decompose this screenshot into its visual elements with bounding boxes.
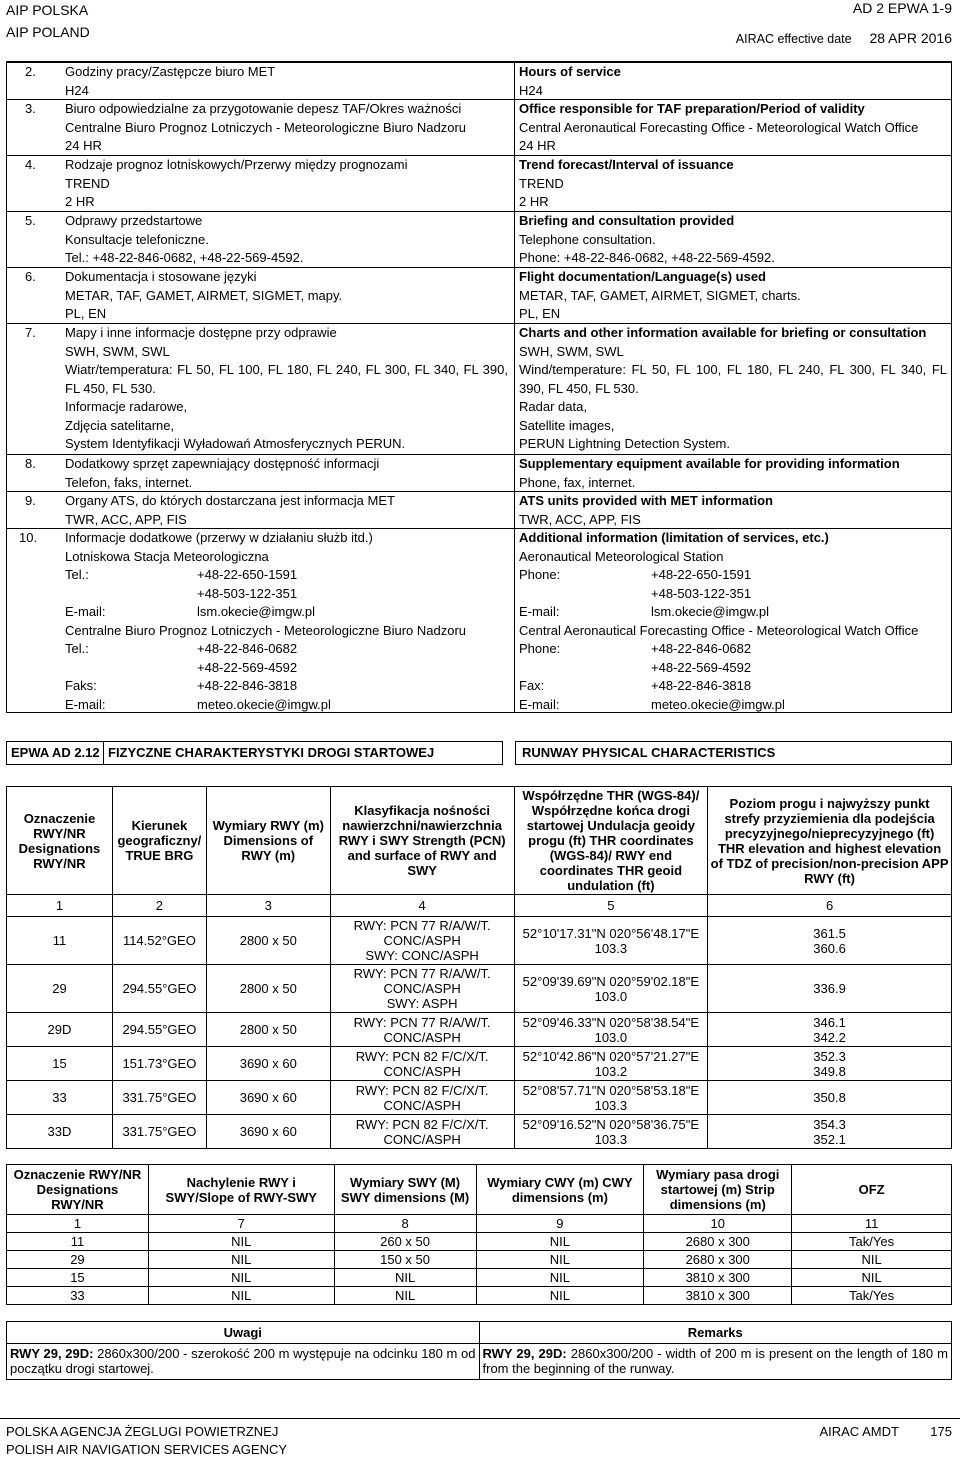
table-cell: NIL — [334, 1287, 476, 1305]
met-row-pl: Mapy i inne informacje dostępne przy odprawie SWH, SWM, SWL Wiatr/temperatura: FL 50, FL 100, FL 180, FL 240, FL 300, FL 340, FL 390, FL 450, FL 530. Informacje radarowe, Zdjęcia satelitarne, System Identyfikacji Wyładowań Atmosferycznych PERUN. — [65, 325, 508, 451]
table-cell: 354.3 352.1 — [708, 1115, 952, 1149]
table-row — [7, 1287, 952, 1305]
table-cell: 336.9 — [708, 965, 952, 1013]
table-cell: NIL — [792, 1251, 952, 1269]
amdt-number: 175 — [930, 1424, 952, 1439]
table-cell: 2800 x 50 — [206, 1013, 330, 1047]
met-row-3 — [7, 99, 951, 155]
column-number-row — [7, 895, 952, 917]
row-number: 7. — [25, 325, 36, 340]
table-cell: 260 x 50 — [334, 1233, 476, 1251]
table-cell: NIL — [476, 1251, 644, 1269]
met-row-pl: Godziny pracy/Zastępcze biuro MET H24 — [65, 64, 276, 98]
table-cell: 52°10'42.86"N 020°57'21.27"E 103.2 — [514, 1047, 708, 1081]
met-row-2 — [7, 62, 951, 99]
met-row-en: Additional information (limitation of services, etc.) Aeronautical Meteorological Station Phone: +48-22-650-1591 +48-503-122-351 E-mail: lsm.okecie@imgw.pl Central Aeronautical Forecasting Office - Meteorological Watch Office Phone: +48-22-846-0682 +48-22-569-4592 Fax: +48-22-846-3818 E-mail: meteo.okecie@imgw.pl — [519, 530, 919, 712]
met-row-5 — [7, 211, 951, 267]
column-header: Poziom progu i najwyższy punkt strefy przyziemienia dla podejścia precyzyjnego/nieprecyzyjnego (ft) THR elevation and highest elevation of TDZ of precision/non-precision APP RWY (ft) — [708, 787, 952, 895]
column-header: Wymiary pasa drogi startowej (m) Strip dimensions (m) — [644, 1165, 792, 1215]
table-cell: 294.55°GEO — [112, 965, 206, 1013]
table-cell: 3810 x 300 — [644, 1287, 792, 1305]
table-cell: 15 — [7, 1047, 113, 1081]
column-header: Klasyfikacja nośności nawierzchni/nawierzchnia RWY i SWY Strength (PCN) and surface of RWY and SWY — [330, 787, 514, 895]
table-cell: 29 — [7, 1251, 149, 1269]
row-number: 4. — [25, 157, 36, 172]
met-row-en: Briefing and consultation provided Telephone consultation. Phone: +48-22-846-0682, +48-22-569-4592. — [519, 213, 775, 265]
row-number: 10. — [19, 530, 38, 545]
row-number: 8. — [25, 456, 36, 471]
table-cell: NIL — [148, 1269, 334, 1287]
met-row-8 — [7, 454, 951, 491]
table-cell: 350.8 — [708, 1081, 952, 1115]
table-cell: Tak/Yes — [792, 1233, 952, 1251]
rwy-characteristics-table — [6, 786, 952, 1149]
page-ref: AD 2 EPWA 1-9 — [852, 0, 952, 16]
table-cell: 2680 x 300 — [644, 1251, 792, 1269]
table-cell: 15 — [7, 1269, 149, 1287]
table-row — [7, 1047, 952, 1081]
section-title-en: RUNWAY PHYSICAL CHARACTERISTICS — [522, 745, 776, 760]
section-title-pl: FIZYCZNE CHARAKTERYSTYKI DROGI STARTOWEJ — [108, 745, 435, 760]
met-row-6 — [7, 267, 951, 323]
met-row-en: Supplementary equipment available for providing information Phone, fax, internet. — [519, 456, 900, 490]
table-row — [7, 1013, 952, 1047]
column-header: Oznaczenie RWY/NR Designations RWY/NR — [7, 1165, 149, 1215]
table-cell: NIL — [476, 1269, 644, 1287]
column-number: 5 — [514, 895, 708, 917]
table-cell: RWY: PCN 82 F/C/X/T. CONC/ASPH — [330, 1081, 514, 1115]
table-cell: Tak/Yes — [792, 1287, 952, 1305]
met-row-7 — [7, 323, 951, 454]
column-number: 2 — [112, 895, 206, 917]
column-number: 3 — [206, 895, 330, 917]
column-header: Wymiary CWY (m) CWY dimensions (m) — [476, 1165, 644, 1215]
column-header: Wymiary SWY (M) SWY dimensions (M) — [334, 1165, 476, 1215]
table-cell: RWY: PCN 82 F/C/X/T. CONC/ASPH — [330, 1047, 514, 1081]
column-number: 10 — [644, 1215, 792, 1233]
column-number: 11 — [792, 1215, 952, 1233]
table-row — [7, 965, 952, 1013]
met-row-en: Charts and other information available for briefing or consultation SWH, SWM, SWL Wind/temperature: FL 50, FL 100, FL 180, FL 240, FL 300, FL 340, FL 390, FL 450, FL 530. Radar data, Satellite images, PERUN Lightning Detection System. — [519, 325, 947, 451]
column-header: Oznaczenie RWY/NR Designations RWY/NR — [7, 787, 113, 895]
met-row-en: Trend forecast/Interval of issuance TREND 2 HR — [519, 157, 734, 209]
remarks-header-pl: Uwagi — [7, 1322, 480, 1344]
table-header-row — [7, 1165, 952, 1215]
met-row-4 — [7, 155, 951, 211]
row-number: 5. — [25, 213, 36, 228]
column-header: OFZ — [792, 1165, 952, 1215]
table-row — [7, 1115, 952, 1149]
row-number: 6. — [25, 269, 36, 284]
table-cell: 3690 x 60 — [206, 1081, 330, 1115]
footer-agency-pl: POLSKA AGENCJA ŻEGLUGI POWIETRZNEJ — [6, 1424, 279, 1439]
met-row-9 — [7, 491, 951, 528]
amdt-label: AIRAC AMDT — [819, 1424, 899, 1439]
met-row-en: Flight documentation/Language(s) used METAR, TAF, GAMET, AIRMET, SIGMET, charts. PL, EN — [519, 269, 801, 321]
table-cell: NIL — [792, 1269, 952, 1287]
table-header-row — [7, 787, 952, 895]
table-cell: 3810 x 300 — [644, 1269, 792, 1287]
column-number: 1 — [7, 895, 113, 917]
section-title — [6, 741, 952, 765]
airac-date: 28 APR 2016 — [869, 30, 952, 46]
table-cell: NIL — [334, 1269, 476, 1287]
table-cell: 52°10'17.31"N 020°56'48.17"E 103.3 — [514, 917, 708, 965]
header-left-pl: AIP POLSKA — [6, 2, 89, 18]
met-row-10 — [7, 528, 951, 713]
table-cell: 361.5 360.6 — [708, 917, 952, 965]
table-row — [7, 917, 952, 965]
column-header: Nachylenie RWY i SWY/Slope of RWY-SWY — [148, 1165, 334, 1215]
table-cell: 33 — [7, 1081, 113, 1115]
table-cell: 29 — [7, 965, 113, 1013]
table-cell: 3690 x 60 — [206, 1047, 330, 1081]
table-row — [7, 1233, 952, 1251]
column-number: 9 — [476, 1215, 644, 1233]
section-title-pl-box — [6, 741, 503, 765]
table-cell: 2680 x 300 — [644, 1233, 792, 1251]
remarks-pl: RWY 29, 29D: 2860x300/200 - szerokość 200 m występuje na odcinku 180 m od początku drogi startowej. — [7, 1344, 480, 1380]
column-number: 4 — [330, 895, 514, 917]
table-cell: 346.1 342.2 — [708, 1013, 952, 1047]
met-row-pl: Biuro odpowiedzialne za przygotowanie depesz TAF/Okres ważności Centralne Biuro Prognoz Lotniczych - Meteorologiczne Biuro Nadzoru 24 HR — [65, 101, 467, 153]
table-cell: 11 — [7, 917, 113, 965]
met-row-pl: Organy ATS, do których dostarczana jest informacja MET TWR, ACC, APP, FIS — [65, 493, 395, 527]
column-header: Wymiary RWY (m) Dimensions of RWY (m) — [206, 787, 330, 895]
met-row-pl: Odprawy przedstartowe Konsultacje telefoniczne. Tel.: +48-22-846-0682, +48-22-569-4592. — [65, 213, 304, 265]
table-cell: RWY: PCN 77 R/A/W/T. CONC/ASPH SWY: ASPH — [330, 965, 514, 1013]
column-header: Współrzędne THR (WGS-84)/ Współrzędne końca drogi startowej Undulacja geoidy progu (ft) THR coordinates (WGS-84)/ RWY end coordinates THR geoid undulation (ft) — [514, 787, 708, 895]
met-row-en: Office responsible for TAF preparation/Period of validity Central Aeronautical Forecasting Office - Meteorological Watch Office 24 HR — [519, 101, 919, 153]
met-row-pl: Rodzaje prognoz lotniskowych/Przerwy między prognozami TREND 2 HR — [65, 157, 408, 209]
table-cell: NIL — [148, 1251, 334, 1269]
table-cell: 52°09'39.69"N 020°59'02.18"E 103.0 — [514, 965, 708, 1013]
table-cell: 352.3 349.8 — [708, 1047, 952, 1081]
table-cell: 150 x 50 — [334, 1251, 476, 1269]
header-left-en: AIP POLAND — [6, 24, 90, 40]
table-cell: 52°08'57.71"N 020°58'53.18"E 103.3 — [514, 1081, 708, 1115]
row-number: 3. — [25, 101, 36, 116]
table-cell: NIL — [148, 1233, 334, 1251]
row-number: 9. — [25, 493, 36, 508]
column-number: 1 — [7, 1215, 149, 1233]
table-cell: 151.73°GEO — [112, 1047, 206, 1081]
table-cell: RWY: PCN 82 F/C/X/T. CONC/ASPH — [330, 1115, 514, 1149]
remarks-en: RWY 29, 29D: 2860x300/200 - width of 200 m is present on the length of 180 m from the beginning of the runway. — [479, 1344, 952, 1380]
table-cell: RWY: PCN 77 R/A/W/T. CONC/ASPH — [330, 1013, 514, 1047]
met-row-pl: Dokumentacja i stosowane języki METAR, TAF, GAMET, AIRMET, SIGMET, mapy. PL, EN — [65, 269, 343, 321]
footer-agency-en: POLISH AIR NAVIGATION SERVICES AGENCY — [6, 1442, 288, 1457]
column-number: 8 — [334, 1215, 476, 1233]
table-cell: 3690 x 60 — [206, 1115, 330, 1149]
met-row-en: Hours of service H24 — [519, 64, 621, 98]
section-code: EPWA AD 2.12 — [11, 745, 100, 760]
table-cell: NIL — [148, 1287, 334, 1305]
footer-divider — [0, 1418, 960, 1419]
table-cell: 294.55°GEO — [112, 1013, 206, 1047]
airac-label: AIRAC effective date — [735, 32, 852, 46]
remarks-table — [6, 1321, 952, 1380]
table-cell: 114.52°GEO — [112, 917, 206, 965]
table-cell: 11 — [7, 1233, 149, 1251]
section-title-en-box — [515, 741, 952, 765]
table-cell: 52°09'16.52"N 020°58'36.75"E 103.3 — [514, 1115, 708, 1149]
header-date-line — [736, 30, 952, 46]
table-cell: 2800 x 50 — [206, 965, 330, 1013]
table-cell: 331.75°GEO — [112, 1081, 206, 1115]
row-number: 2. — [25, 64, 36, 79]
column-number-row — [7, 1215, 952, 1233]
table-cell: 33 — [7, 1287, 149, 1305]
table-row — [7, 1081, 952, 1115]
footer-amdt — [819, 1424, 952, 1439]
met-row-en: ATS units provided with MET information TWR, ACC, APP, FIS — [519, 493, 773, 527]
remarks-header-en: Remarks — [479, 1322, 952, 1344]
met-row-pl: Informacje dodatkowe (przerwy w działaniu służb itd.) Lotniskowa Stacja Meteorologiczna Tel.: +48-22-650-1591 +48-503-122-351 E-mail: lsm.okecie@imgw.pl Centralne Biuro Prognoz Lotniczych - Meteorologiczne Biuro Nadzoru Tel.: +48-22-846-0682 +48-22-569-4592 Faks: +48-22-846-3818 E-mail: meteo.okecie@imgw.pl — [65, 530, 467, 712]
met-table — [6, 61, 952, 713]
table-cell: RWY: PCN 77 R/A/W/T. CONC/ASPH SWY: CONC/ASPH — [330, 917, 514, 965]
table-cell: NIL — [476, 1233, 644, 1251]
swy-cwy-table — [6, 1164, 952, 1305]
column-number: 6 — [708, 895, 952, 917]
table-cell: 331.75°GEO — [112, 1115, 206, 1149]
table-row — [7, 1269, 952, 1287]
met-row-pl: Dodatkowy sprzęt zapewniający dostępność informacji Telefon, faks, internet. — [65, 456, 380, 490]
column-number: 7 — [148, 1215, 334, 1233]
table-cell: 52°09'46.33"N 020°58'38.54"E 103.0 — [514, 1013, 708, 1047]
table-row — [7, 1251, 952, 1269]
table-cell: 29D — [7, 1013, 113, 1047]
table-cell: NIL — [476, 1287, 644, 1305]
table-cell: 2800 x 50 — [206, 917, 330, 965]
table-cell: 33D — [7, 1115, 113, 1149]
column-header: Kierunek geograficzny/ TRUE BRG — [112, 787, 206, 895]
